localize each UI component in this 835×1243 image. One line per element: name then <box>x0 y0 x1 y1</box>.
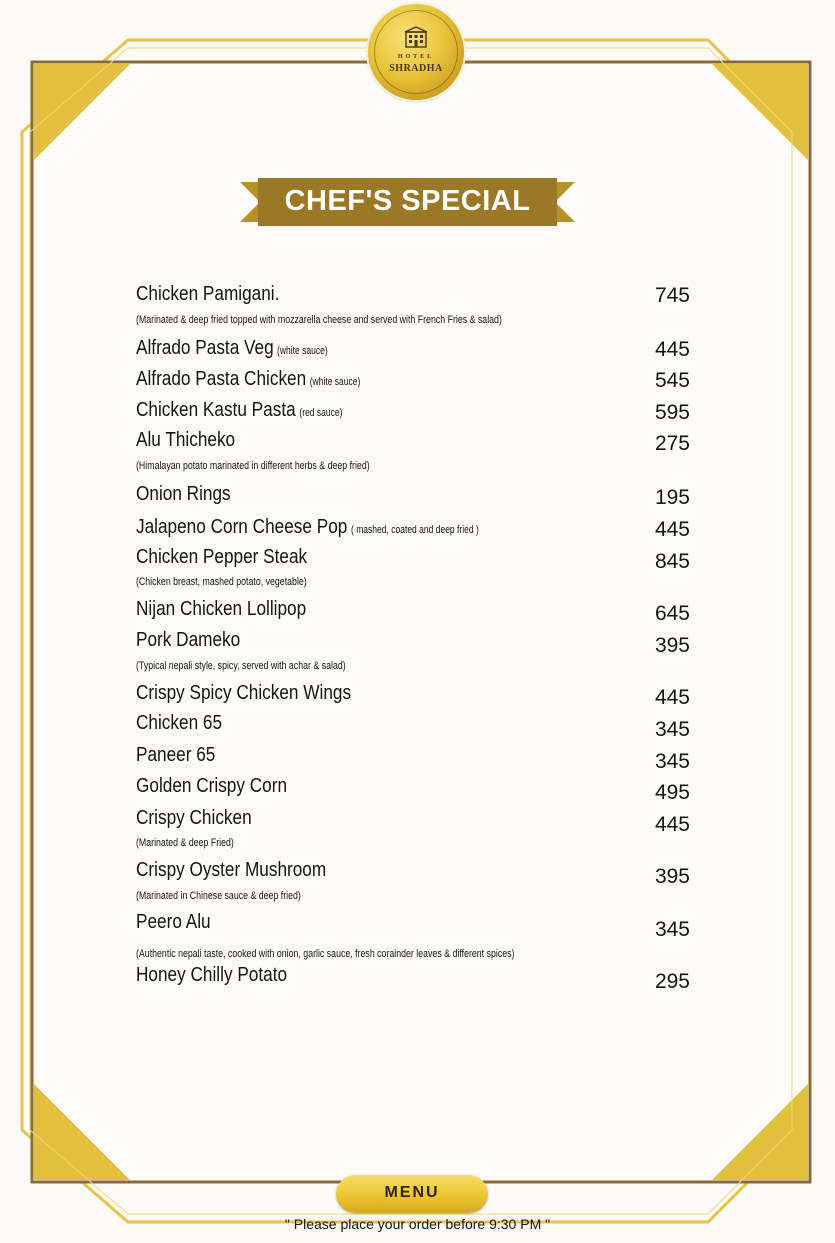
menu-item-price: 395 <box>654 634 690 657</box>
logo-hotel-label: HOTEL <box>397 54 435 60</box>
menu-item-name: Crispy Spicy Chicken Wings <box>136 682 352 704</box>
menu-item-name: Crispy Chicken <box>136 807 252 829</box>
menu-item-description: (Typical nepali style, spicy, served with achar & salad) <box>136 660 346 672</box>
menu-item-name: Alfrado Pasta Chicken (white sauce) <box>136 368 361 390</box>
menu-item-price: 345 <box>654 750 690 773</box>
menu-item-price: 395 <box>654 865 690 888</box>
menu-item-name: Crispy Oyster Mushroom <box>136 859 327 881</box>
menu-item-name: Chicken Kastu Pasta (red sauce) <box>136 399 343 421</box>
menu-item-description: (Marinated in Chinese sauce & deep fried) <box>136 890 301 902</box>
menu-item-price: 745 <box>654 284 690 307</box>
menu-item-name: Peero Alu <box>136 911 211 933</box>
menu-item-price: 445 <box>654 686 690 709</box>
menu-item-name: Onion Rings <box>136 483 231 505</box>
menu-item-price: 495 <box>654 781 690 804</box>
logo-hotel-name: SHRADHA <box>389 63 443 74</box>
menu-item-price: 645 <box>654 602 690 625</box>
menu-item-description: (Chicken breast, mashed potato, vegetable) <box>136 576 307 588</box>
menu-item-price: 295 <box>654 970 690 993</box>
menu-item-description: (Authentic nepali taste, cooked with onion, garlic sauce, fresh corainder leaves & different spices) <box>136 948 515 960</box>
menu-item-price: 345 <box>654 718 690 741</box>
menu-item-name: Alu Thicheko <box>136 429 236 451</box>
menu-item-note: (white sauce) <box>309 376 361 388</box>
order-time-note: " Please place your order before 9:30 PM " <box>284 1216 551 1232</box>
menu-item-name: Chicken Pepper Steak <box>136 546 308 568</box>
menu-item-name: Chicken 65 <box>136 712 223 734</box>
menu-item-note: ( mashed, coated and deep fried ) <box>350 524 479 536</box>
menu-badge-label: MENU <box>384 1184 440 1201</box>
menu-item-name: Golden Crispy Corn <box>136 775 288 797</box>
menu-item-price: 275 <box>654 432 690 455</box>
menu-item-name: Paneer 65 <box>136 744 216 766</box>
menu-item-name: Alfrado Pasta Veg (white sauce) <box>136 337 328 359</box>
menu-item-price: 845 <box>654 550 690 573</box>
menu-item-price: 445 <box>654 518 690 541</box>
menu-item-price: 595 <box>654 401 690 424</box>
menu-item-description: (Marinated & deep Fried) <box>136 837 234 849</box>
menu-item-name: Honey Chilly Potato <box>136 964 288 986</box>
menu-item-price: 345 <box>654 918 690 941</box>
menu-item-price: 445 <box>654 338 690 361</box>
menu-item-name: Nijan Chicken Lollipop <box>136 598 307 620</box>
menu-item-name: Pork Dameko <box>136 629 241 651</box>
menu-badge <box>336 1175 488 1213</box>
menu-item-name: Chicken Pamigani. <box>136 283 280 305</box>
menu-item-description: (Marinated & deep fried topped with mozzarella cheese and served with French Fries & salad) <box>136 314 502 326</box>
section-title: CHEF'S SPECIAL <box>284 185 531 217</box>
menu-item-price: 195 <box>654 486 690 509</box>
menu-item-name: Jalapeno Corn Cheese Pop ( mashed, coated and deep fried ) <box>136 516 479 538</box>
menu-item-price: 545 <box>654 369 690 392</box>
menu-item-note: (red sauce) <box>299 407 343 419</box>
menu-item-price: 445 <box>654 813 690 836</box>
menu-item-note: (white sauce) <box>277 345 328 357</box>
menu-item-description: (Himalayan potato marinated in different herbs & deep fried) <box>136 460 370 472</box>
